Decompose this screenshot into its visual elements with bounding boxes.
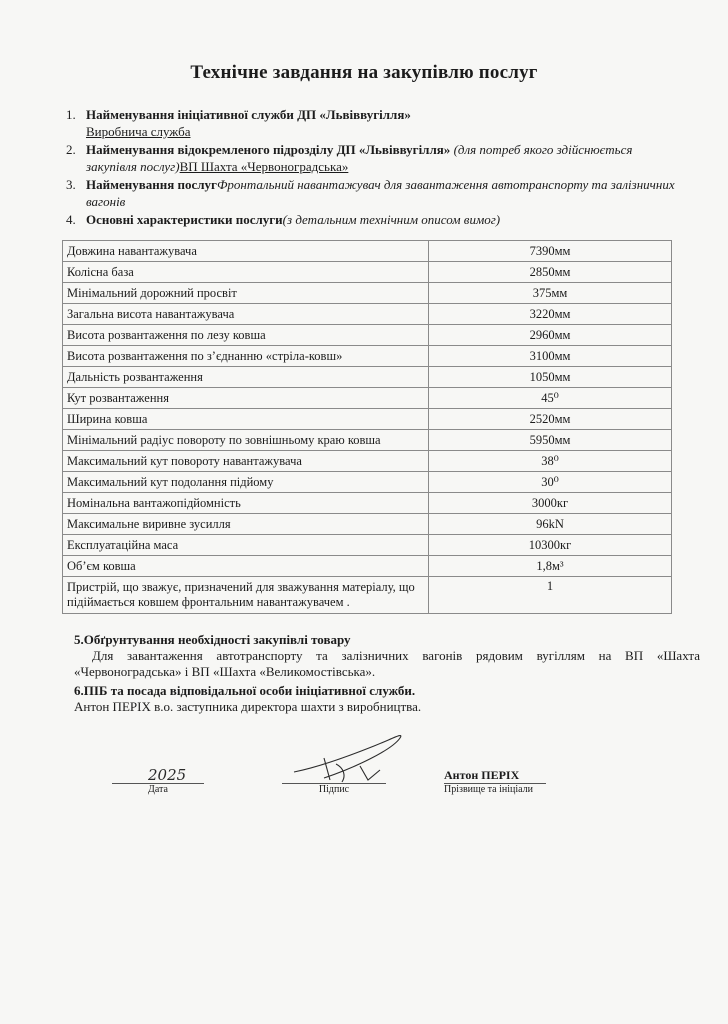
table-row [63, 493, 672, 514]
table-row [63, 472, 672, 493]
spec-value: 1050мм [429, 367, 672, 388]
spec-value: 10300кг [429, 535, 672, 556]
spec-value: 2850мм [429, 262, 672, 283]
item-number: 1. [66, 107, 76, 122]
table-row [63, 535, 672, 556]
spec-name: Висота розвантаження по лезу ковша [63, 325, 429, 346]
name-label: Прізвище та ініціали [444, 784, 533, 795]
item-note: (для потреб якого здійснюється закупівля послуг) [86, 142, 633, 174]
spec-name: Загальна висота навантажувача [63, 304, 429, 325]
name-field [444, 783, 546, 795]
item-value: Фронтальний навантажувач для завантаження автотранспорту та залізничних вагонів [86, 177, 675, 209]
spec-value: 30⁰ [429, 472, 672, 493]
signature-label: Підпис [318, 784, 350, 795]
item-label: Найменування послуг [86, 177, 217, 192]
spec-name: Колісна база [63, 262, 429, 283]
spec-name: Об’єм ковша [63, 556, 429, 577]
item-label: Найменування відокремленого підрозділу ДП «Львіввугілля» [86, 142, 451, 157]
spec-name: Мінімальний радіус повороту по зовнішньому краю ковша [63, 430, 429, 451]
spec-value: 7390мм [429, 241, 672, 262]
spec-name: Кут розвантаження [63, 388, 429, 409]
signature-mark [284, 728, 424, 788]
spec-value: 2960мм [429, 325, 672, 346]
table-row [63, 304, 672, 325]
spec-value: 375мм [429, 283, 672, 304]
item-1 [66, 106, 686, 140]
table-row [63, 514, 672, 535]
spec-value: 96kN [429, 514, 672, 535]
section-6 [74, 683, 700, 715]
section-5 [74, 632, 700, 680]
item-label: Основні характеристики послуги [86, 212, 283, 227]
item-number: 2. [66, 142, 76, 157]
spec-name: Мінімальний дорожний просвіт [63, 283, 429, 304]
table-row [63, 283, 672, 304]
item-label: Найменування ініціативної служби ДП «Львіввугілля» [86, 107, 411, 122]
spec-value: 2520мм [429, 409, 672, 430]
spec-name: Номінальна вантажопідйомність [63, 493, 429, 514]
items-list [66, 106, 686, 229]
spec-value: 3000кг [429, 493, 672, 514]
spec-value: 1 [429, 577, 672, 614]
table-row [63, 451, 672, 472]
table-row [63, 430, 672, 451]
spec-value: 3100мм [429, 346, 672, 367]
name-value: Антон ПЕРІХ [444, 768, 520, 782]
spec-name: Максимальний кут повороту навантажувача [63, 451, 429, 472]
item-number: 4. [66, 212, 76, 227]
date-handwritten: 2025 [148, 766, 187, 784]
item-3 [66, 176, 686, 210]
spec-name: Експлуатаційна маса [63, 535, 429, 556]
section-text: Для завантаження автотранспорту та залізничних вагонів рядовим вугіллям на ВП «Шахта «Червоноградська» і ВП «Шахта «Великомостівська». [74, 648, 700, 679]
item-note: (з детальним технічним описом вимог) [282, 212, 501, 227]
item-2 [66, 141, 686, 175]
spec-value: 38⁰ [429, 451, 672, 472]
spec-value: 45⁰ [429, 388, 672, 409]
table-row [63, 388, 672, 409]
item-value: ВП Шахта «Червоноградська» [179, 159, 349, 174]
item-value: Виробнича служба [86, 124, 191, 139]
section-text: Антон ПЕРІХ в.о. заступника директора шахти з виробництва. [74, 699, 422, 714]
spec-name: Ширина ковша [63, 409, 429, 430]
table-row [63, 325, 672, 346]
specs-table [62, 240, 672, 614]
spec-value: 5950мм [429, 430, 672, 451]
document-title: Технічне завдання на закупівлю послуг [190, 62, 538, 83]
table-row [63, 409, 672, 430]
section-heading: 6.ПІБ та посада відповідальної особи ініціативної служби. [74, 683, 416, 698]
item-number: 3. [66, 177, 76, 192]
spec-name: Висота розвантаження по з’єднанню «стріла-ковш» [63, 346, 429, 367]
spec-name: Пристрій, що зважує, призначений для зважування матеріалу, що підіймається ковшем фронтальним навантажувачем . [63, 577, 429, 614]
signature-field [282, 783, 386, 795]
spec-name: Довжина навантажувача [63, 241, 429, 262]
date-label: Дата [148, 784, 168, 795]
table-row [63, 577, 672, 614]
spec-value: 1,8м³ [429, 556, 672, 577]
date-field [112, 783, 204, 795]
table-row [63, 367, 672, 388]
table-row [63, 241, 672, 262]
section-heading: 5.Обґрунтування необхідності закупівлі товару [74, 632, 351, 647]
spec-name: Дальність розвантаження [63, 367, 429, 388]
table-row [63, 346, 672, 367]
spec-name: Максимальне виривне зусилля [63, 514, 429, 535]
item-4 [66, 211, 686, 228]
spec-name: Максимальний кут подолання підйому [63, 472, 429, 493]
table-row [63, 556, 672, 577]
table-row [63, 262, 672, 283]
spec-value: 3220мм [429, 304, 672, 325]
